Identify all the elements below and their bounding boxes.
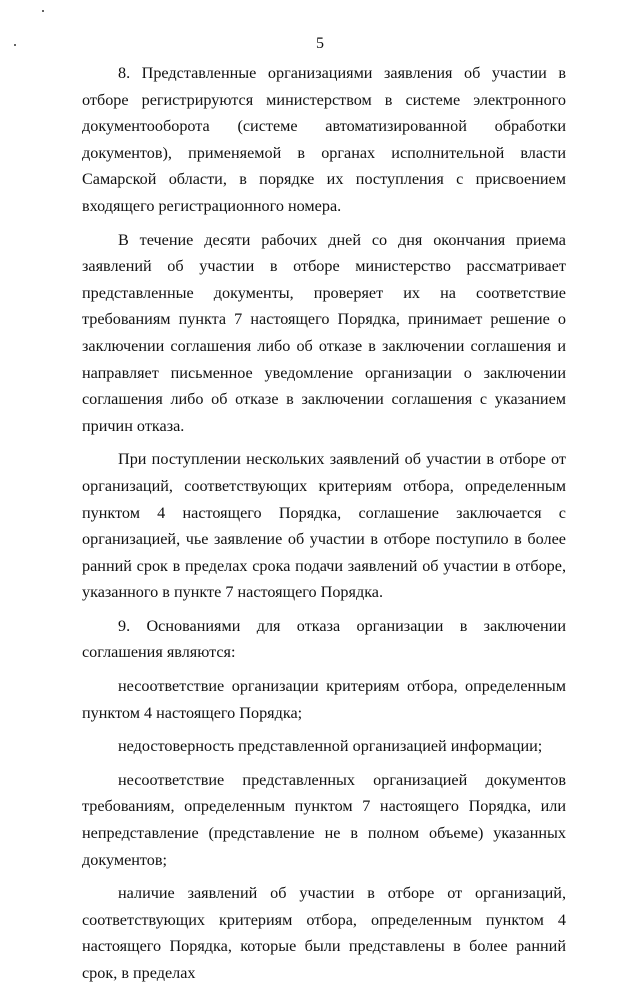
- paragraph-8-registration: 8. Представленные организациями заявления об участии в отборе регистрируются министерством в системе электронного документооборота (системе автоматизированной обработки документов), применяемой в органах исполнительной власти Самарской области, в порядке их поступления с присвоением входящего регистрационного номера.: [82, 64, 566, 215]
- document-body: [82, 60, 566, 994]
- refusal-ground-earlier-applications: наличие заявлений об участии в отборе от организаций, соответствующих критериям отбора, определенным пунктом 4 настоящего Порядка, которые были представлены в более ранний срок, в пределах: [82, 884, 566, 982]
- refusal-ground-documents: несоответствие представленных организацией документов требованиям, определенным пунктом 7 настоящего Порядка, или непредставление (представление не в полном объеме) указанных документов;: [82, 770, 566, 869]
- page-number: 5: [316, 35, 324, 52]
- paragraph-multiple-applications: При поступлении нескольких заявлений об участии в отборе от организаций, соответствующих критериям отбора, определенным пунктом 4 настоящего Порядка, соглашение заключается с организацией, чье заявление об участии в отборе поступило в более ранний срок в пределах срока подачи заявлений об участии в отборе, указанного в пункте 7 настоящего Порядка.: [82, 450, 566, 602]
- refusal-ground-criteria: несоответствие организации критериям отбора, определенным пунктом 4 настоящего Порядка;: [82, 677, 566, 722]
- refusal-ground-false-info: недостоверность представленной организацией информации;: [118, 737, 543, 756]
- paragraph-9-refusal-grounds: 9. Основаниями для отказа организации в заключении соглашения являются:: [82, 616, 566, 662]
- scan-speck: [42, 10, 44, 12]
- paragraph-review-period: В течение десяти рабочих дней со дня окончания приема заявлений об участии в отборе министерство рассматривает представленные документы, проверяет их на соответствие требованиям пункта 7 настоящего Порядка, принимает решение о заключении соглашения либо об отказе в заключении соглашения и направляет письменное уведомление организации о заключении соглашения либо об отказе в заключении соглашения с указанием причин отказа.: [82, 230, 566, 435]
